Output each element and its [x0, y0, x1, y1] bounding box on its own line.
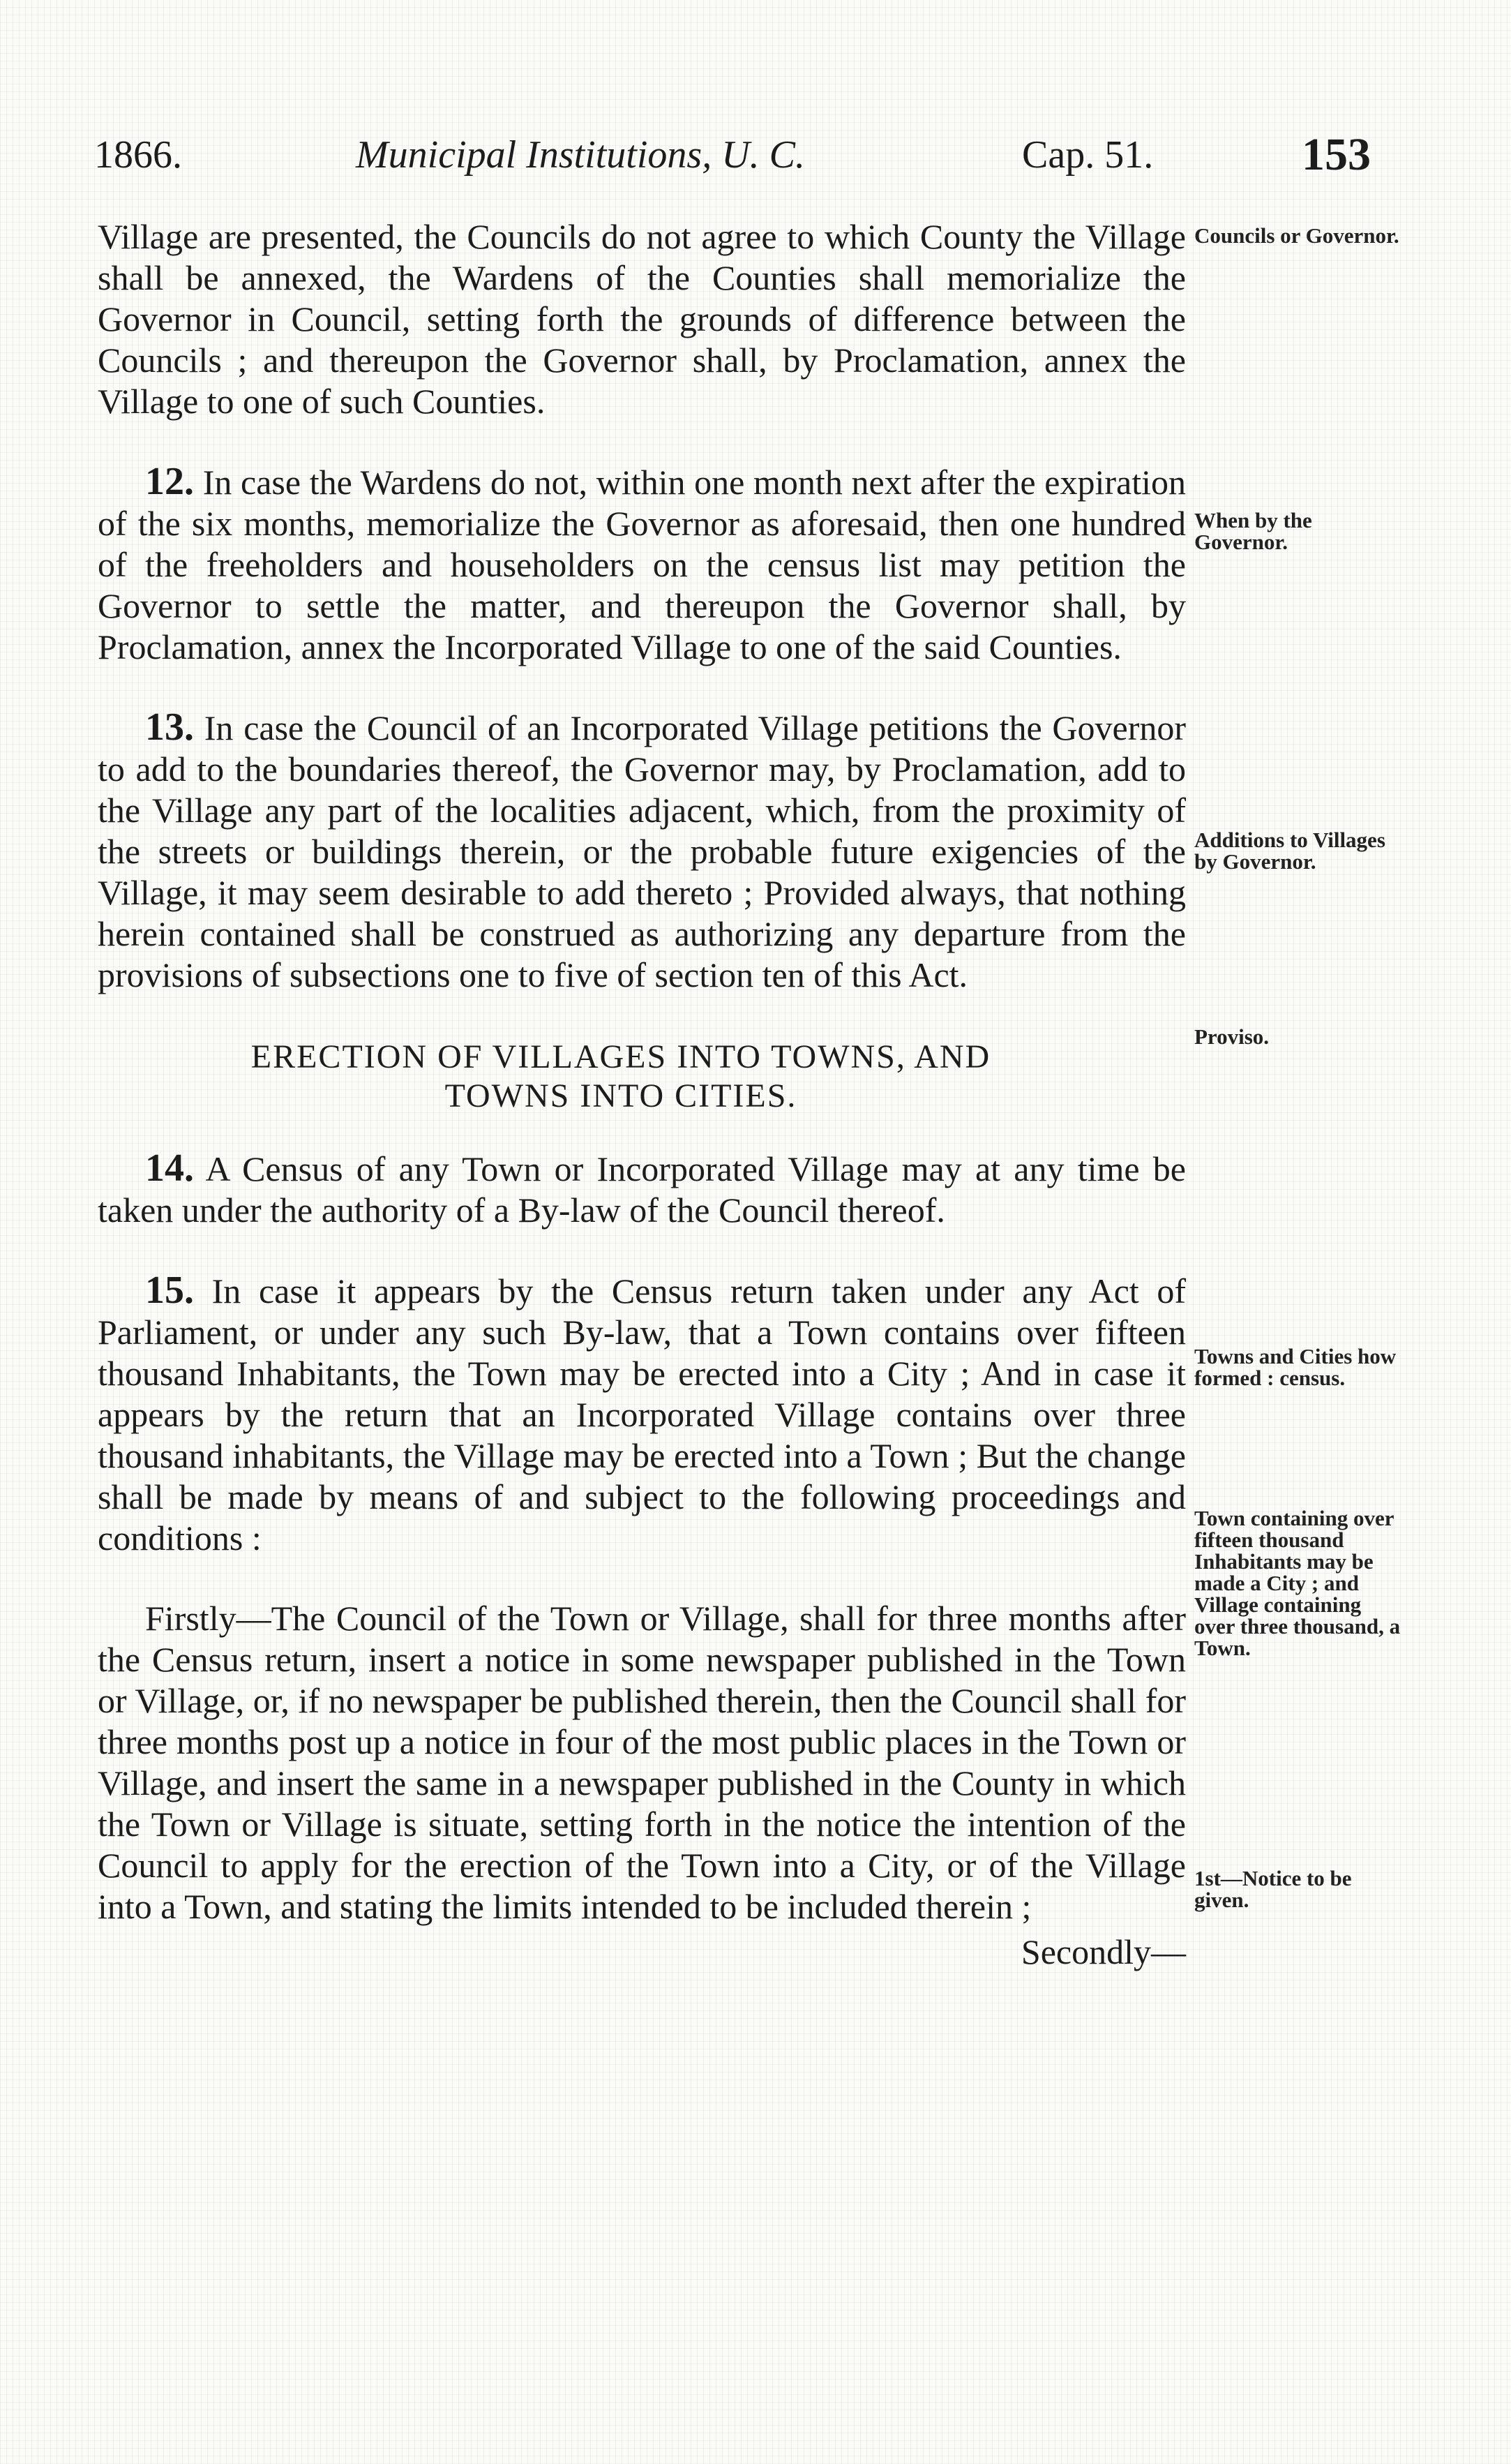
heading-line-1: ERECTION OF VILLAGES INTO TOWNS, AND [250, 1038, 991, 1075]
section-13 [98, 707, 1186, 996]
section-15-text: In case it appears by the Census return taken under any Act of Parliament, or under any such By-law, that a Town contains over fifteen thousand Inhabitants, the Town may be erected into a City ; And in case it appears by the return that an Incorporated Village contains over three thousand inhabitants, the Village may be erected into a Town ; But the change shall be made by means of and subject to the following proceedings and conditions : [98, 1271, 1186, 1558]
section-12-text: In case the Wardens do not, within one month next after the expiration of the six months, memorialize the Governor as aforesaid, then one hundred of the freeholders and householders on the census list may petition the Governor to settle the matter, and thereupon the Governor shall, by Proclamation, annex the Incorporated Village to one of the said Counties. [98, 463, 1187, 666]
section-number-15: 15. [145, 1269, 194, 1312]
header-year: 1866. [94, 133, 182, 177]
page-number: 153 [1302, 129, 1371, 180]
margin-note-additions-to-villages: Additions to Villages by Governor. [1194, 828, 1385, 874]
margin-note-notice-to-be-given: 1st—Notice to be given. [1194, 1866, 1352, 1912]
margin-note-town-containing: Town containing over fifteen thousand Inhabitants may be made a City ; and Village containing over three thousand, a Town. [1194, 1506, 1401, 1660]
margin-note-when-by-governor: When by the Governor. [1194, 508, 1312, 554]
header-title: Municipal Institutions, U. C. [356, 133, 805, 177]
section-15 [98, 1270, 1186, 1559]
margin-note-councils-or-governor: Councils or Governor. [1194, 223, 1399, 248]
running-header [94, 129, 1371, 188]
margin-note-proviso: Proviso. [1194, 1024, 1270, 1049]
section-14-text: A Census of any Town or Incorporated Village may at any time be taken under the authority of a By-law of the Council thereof. [98, 1149, 1186, 1230]
main-text [98, 216, 1186, 1973]
catchword: Secondly— [1021, 1932, 1186, 1971]
heading-line-2: TOWNS INTO CITIES. [444, 1077, 797, 1114]
section-12 [98, 461, 1186, 668]
margin-note-towns-and-cities: Towns and Cities how formed : census. [1194, 1344, 1397, 1390]
section-number-14: 14. [145, 1147, 194, 1190]
continued-paragraph: Village are presented, the Councils do not agree to which County the Village shall be annexed, the Wardens of the Counties shall memorialize the Governor in Council, setting forth the grounds of difference between the Councils ; and thereupon the Governor shall, by Proclamation, annex the Village to one of such Counties. [98, 217, 1186, 421]
section-13-text: In case the Council of an Incorporated Village petitions the Governor to add to the boundaries thereof, the Governor may, by Proclamation, add to the Village any part of the localities adjacent, which, from the proximity of the streets or buildings therein, or the probable future exigencies of the Village, it may seem desirable to add thereto ; Provided always, that nothing herein contained shall be construed as authorizing any departure from the provisions of subsections one to five of section ten of this Act. [98, 708, 1187, 994]
header-chapter: Cap. 51. [1022, 133, 1154, 177]
margin-notes [1194, 0, 1424, 2464]
section-heading [98, 1038, 1186, 1116]
section-14 [98, 1148, 1186, 1231]
section-number-13: 13. [145, 705, 194, 749]
section-number-12: 12. [145, 460, 194, 503]
firstly-paragraph: Firstly—The Council of the Town or Village, shall for three months after the Census return, insert a notice in some newspaper published in the Town or Village, or, if no newspaper be published therein, then the Council shall for three months post up a notice in four of the most public places in the Town or Village, and insert the same in a newspaper published in the County in which the Town or Village is situate, setting forth in the notice the intention of the Council to apply for the erection of the Town into a City, or of the Village into a Town, and stating the limits intended to be included therein ; [98, 1599, 1186, 1926]
